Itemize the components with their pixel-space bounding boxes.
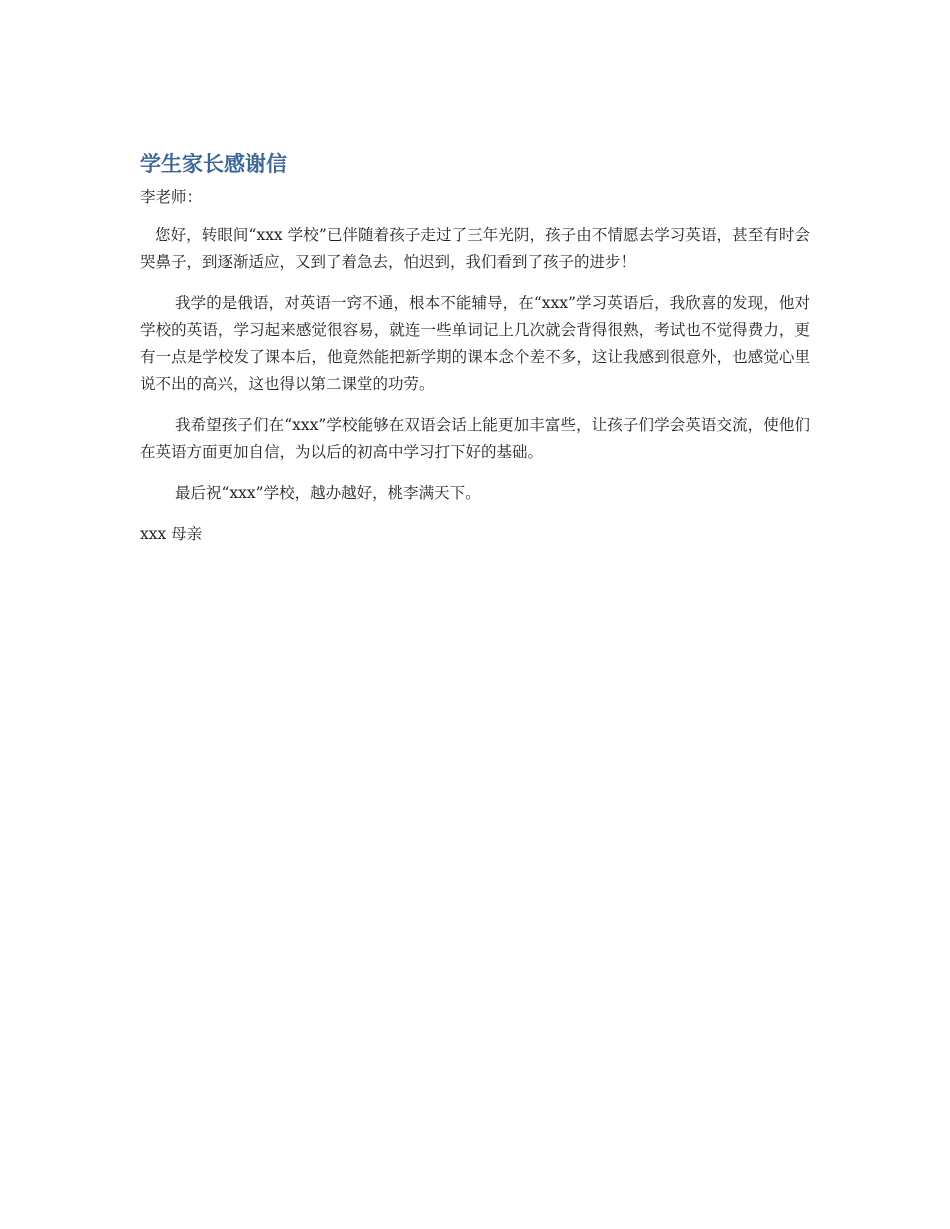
salutation: 李老师：	[140, 188, 203, 206]
signature: xxx 母亲	[140, 525, 203, 543]
paragraph-4: 最后祝“xxx”学校，越办越好，桃李满天下。	[175, 484, 481, 502]
document-title: 学生家长感谢信	[140, 152, 287, 176]
paragraph-3: 我希望孩子们在“xxx”学校能够在双语会话上能更加丰富些，让孩子们学会英语交流，使他们在英语方面更加自信，为以后的初高中学习打下好的基础。	[140, 416, 810, 461]
letter-body	[140, 148, 810, 547]
paragraph-2: 我学的是俄语，对英语一窍不通，根本不能辅导，在“xxx”学习英语后，我欣喜的发现，他对学校的英语，学习起来感觉很容易，就连一些单词记上几次就会背得很熟，考试也不觉得费力，更有一点是学校发了课本后，他竟然能把新学期的课本念个差不多，这让我感到很意外，也感觉心里说不出的高兴，这也得以第二课堂的功劳。	[140, 294, 810, 393]
paragraph-1: 您好，转眼间“xxx 学校”已伴随着孩子走过了三年光阴，孩子由不情愿去学习英语，甚至有时会哭鼻子，到逐渐适应，又到了着急去，怕迟到，我们看到了孩子的进步！	[140, 226, 810, 271]
